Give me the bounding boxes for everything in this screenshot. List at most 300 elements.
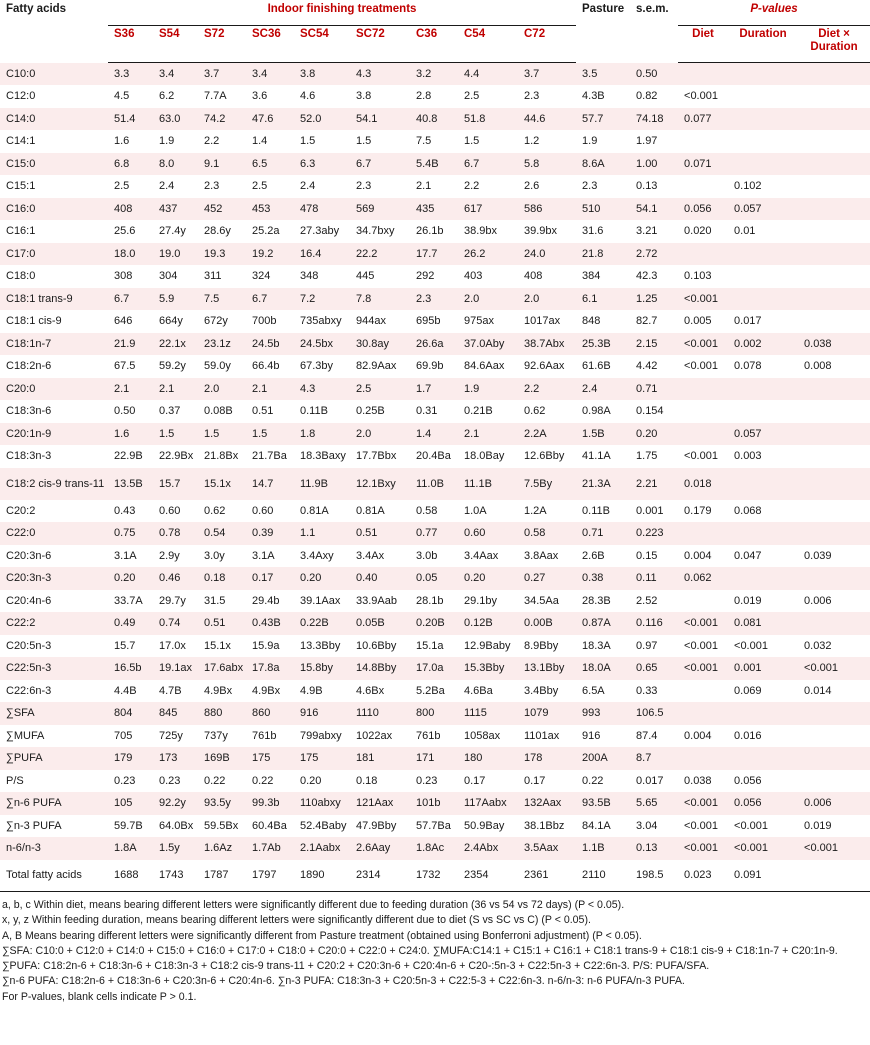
- fatty-acid-label: P/S: [6, 774, 24, 787]
- table-cell: 22.1x: [159, 337, 186, 350]
- table-row: [0, 130, 870, 153]
- table-cell: 0.154: [636, 405, 664, 418]
- table-cell: [728, 265, 798, 288]
- table-cell: 0.75: [114, 527, 136, 540]
- table-cell: 1.1: [300, 527, 316, 540]
- table-cell: 3.4: [159, 68, 175, 80]
- table-cell: 944ax: [356, 315, 386, 328]
- pvalue-col-header: Diet: [678, 26, 728, 63]
- table-cell: 700b: [252, 315, 277, 328]
- table-cell: 57.7Ba: [416, 819, 451, 832]
- table-cell: 1.5y: [159, 842, 180, 855]
- fatty-acid-label: C15:1: [6, 180, 36, 193]
- table-row: [0, 63, 870, 86]
- subheader-row: [0, 26, 870, 63]
- table-cell: 3.04: [636, 819, 658, 832]
- table-cell: 3.5Aax: [524, 842, 559, 855]
- table-cell: 0.05B: [356, 617, 385, 630]
- table-cell: [678, 130, 728, 153]
- table-cell: 3.4: [252, 68, 268, 80]
- table-cell: 0.25B: [356, 405, 385, 418]
- table-cell: 51.4: [114, 112, 136, 125]
- treatment-header: S54: [153, 26, 198, 63]
- table-cell: 0.21B: [464, 405, 493, 418]
- table-cell: 916: [300, 707, 319, 720]
- table-row: [0, 590, 870, 613]
- table-footnotes: [0, 892, 870, 1005]
- table-cell: 6.7: [252, 292, 268, 305]
- table-cell: 29.1by: [464, 594, 498, 607]
- table-cell: 26.6a: [416, 337, 444, 350]
- fatty-acid-label: C18:1n-7: [6, 337, 52, 350]
- table-cell: 3.7: [524, 68, 540, 80]
- table-cell: 0.15: [636, 549, 658, 562]
- table-cell: <0.001: [684, 360, 718, 373]
- table-cell: 3.3: [114, 68, 130, 80]
- table-cell: <0.001: [734, 819, 768, 832]
- treatment-header: S36: [108, 26, 153, 63]
- table-row: [0, 333, 870, 356]
- table-cell: 2354: [458, 860, 518, 892]
- table-cell: 180: [464, 752, 483, 765]
- table-cell: 0.017: [636, 774, 664, 787]
- fatty-acid-label: C18:1 trans-9: [6, 292, 73, 305]
- table-row: [0, 175, 870, 198]
- table-cell: 28.1b: [416, 594, 444, 607]
- table-cell: 348: [300, 270, 319, 283]
- table-cell: 4.9Bx: [204, 684, 233, 697]
- table-cell: 725y: [159, 729, 183, 742]
- table-cell: 87.4: [636, 729, 658, 742]
- table-row: [0, 860, 870, 892]
- table-row: [0, 153, 870, 176]
- table-cell: 0.00B: [524, 617, 553, 630]
- table-cell: 0.002: [734, 337, 762, 350]
- table-cell: [798, 522, 870, 545]
- table-cell: 1787: [198, 860, 246, 892]
- table-cell: 61.6B: [582, 360, 611, 373]
- table-cell: 27.4y: [159, 225, 186, 238]
- table-cell: [798, 85, 870, 108]
- table-cell: 3.6: [252, 90, 268, 103]
- fatty-acid-label: C14:1: [6, 135, 36, 148]
- table-cell: [798, 400, 870, 423]
- table-cell: <0.001: [684, 819, 718, 832]
- table-cell: 0.077: [684, 112, 712, 125]
- fatty-acid-label: ∑n-6 PUFA: [6, 797, 62, 810]
- table-cell: [678, 175, 728, 198]
- table-row: [0, 265, 870, 288]
- table-cell: 408: [524, 270, 543, 283]
- table-cell: [798, 153, 870, 176]
- table-body: [0, 63, 870, 892]
- table-cell: 2.72: [636, 247, 658, 260]
- table-cell: 1.5: [464, 135, 480, 148]
- table-cell: 664y: [159, 315, 183, 328]
- table-cell: [728, 702, 798, 725]
- table-cell: 1.4: [416, 427, 432, 440]
- table-cell: 52.4Baby: [300, 819, 347, 832]
- table-cell: 11.1B: [464, 477, 492, 490]
- table-cell: 761b: [252, 729, 277, 742]
- table-cell: 0.22B: [300, 617, 329, 630]
- table-cell: 510: [582, 202, 601, 215]
- table-cell: [798, 860, 870, 892]
- table-cell: 6.3: [300, 157, 316, 170]
- table-cell: 0.38: [582, 572, 604, 585]
- table-cell: [678, 423, 728, 446]
- table-cell: 9.1: [204, 157, 220, 170]
- table-cell: 0.40: [356, 572, 378, 585]
- table-cell: 198.5: [630, 860, 678, 892]
- table-cell: 0.003: [734, 450, 762, 463]
- table-cell: 13.5B: [114, 477, 143, 490]
- fatty-acid-label: C15:0: [6, 157, 36, 170]
- table-cell: 82.9Aax: [356, 360, 397, 373]
- pvalue-col-header: Duration: [728, 26, 798, 63]
- table-cell: 311: [204, 270, 222, 283]
- table-cell: 0.17: [524, 774, 546, 787]
- table-cell: [798, 378, 870, 401]
- table-cell: 1058ax: [464, 729, 501, 742]
- table-cell: 0.20: [636, 427, 658, 440]
- table-cell: [728, 85, 798, 108]
- table-cell: 0.23: [114, 774, 136, 787]
- table-cell: 304: [159, 270, 178, 283]
- table-cell: 67.5: [114, 360, 136, 373]
- table-cell: 7.2: [300, 292, 316, 305]
- table-cell: 54.1: [636, 202, 658, 215]
- table-cell: 1890: [294, 860, 350, 892]
- table-cell: 2.9y: [159, 549, 180, 562]
- table-cell: 64.0Bx: [159, 819, 194, 832]
- table-cell: 2.1: [252, 382, 268, 395]
- table-cell: 860: [252, 707, 271, 720]
- table-cell: 74.18: [636, 112, 664, 125]
- table-cell: [798, 265, 870, 288]
- table-cell: 4.6Ba: [464, 684, 493, 697]
- table-cell: 0.50: [636, 67, 658, 80]
- table-cell: 3.4Axy: [300, 549, 334, 562]
- table-cell: 21.3A: [582, 477, 611, 490]
- table-row: [0, 770, 870, 793]
- table-cell: 735abxy: [300, 315, 342, 328]
- table-cell: 0.11: [636, 572, 657, 585]
- table-cell: 646: [114, 315, 133, 328]
- table-cell: [678, 378, 728, 401]
- table-cell: 0.062: [684, 572, 712, 585]
- table-cell: 2.3: [356, 180, 372, 193]
- table-cell: 18.3Baxy: [300, 450, 346, 463]
- table-cell: 84.6Aax: [464, 360, 505, 373]
- table-row: [0, 108, 870, 131]
- table-cell: 84.1A: [582, 819, 611, 832]
- table-cell: 1.1B: [582, 842, 605, 855]
- table-cell: 1743: [153, 860, 198, 892]
- table-row: [0, 500, 870, 523]
- table-cell: 0.102: [734, 180, 762, 193]
- table-cell: 408: [114, 202, 133, 215]
- table-cell: 21.8: [582, 247, 604, 260]
- table-cell: 63.0: [159, 112, 181, 125]
- table-row: [0, 815, 870, 838]
- table-cell: 2.5: [252, 180, 268, 193]
- fatty-acid-label: ∑MUFA: [6, 729, 45, 742]
- table-cell: 1115: [464, 707, 487, 720]
- table-cell: 0.091: [728, 860, 798, 892]
- table-cell: 0.60: [252, 504, 274, 517]
- table-cell: [678, 590, 728, 613]
- table-cell: 0.51: [204, 617, 226, 630]
- fatty-acid-label: n-6/n-3: [6, 842, 41, 855]
- table-cell: 121Aax: [356, 797, 394, 810]
- table-cell: 33.9Aab: [356, 594, 397, 607]
- table-cell: 7.8: [356, 292, 372, 305]
- table-row: [0, 657, 870, 680]
- table-cell: 39.1Aax: [300, 594, 341, 607]
- table-cell: 132Aax: [524, 797, 562, 810]
- table-cell: 8.0: [159, 157, 175, 170]
- table-cell: 21.8Bx: [204, 450, 239, 463]
- table-cell: [798, 567, 870, 590]
- table-cell: <0.001: [684, 450, 718, 463]
- table-cell: 47.6: [252, 112, 274, 125]
- table-cell: 2.0: [524, 292, 540, 305]
- table-cell: 18.0: [114, 247, 136, 260]
- table-cell: 19.1ax: [159, 662, 193, 675]
- table-cell: 0.31: [416, 405, 438, 418]
- table-cell: [678, 243, 728, 266]
- table-cell: 40.8: [416, 112, 438, 125]
- table-cell: [798, 175, 870, 198]
- table-cell: 33.7A: [114, 594, 143, 607]
- table-cell: 2.0: [204, 382, 220, 395]
- table-cell: 18.0Bay: [464, 450, 505, 463]
- table-cell: 4.3: [300, 382, 316, 395]
- table-cell: 0.27: [524, 572, 546, 585]
- table-cell: [728, 108, 798, 131]
- table-cell: 800: [416, 707, 435, 720]
- fatty-acid-label: C20:4n-6: [6, 594, 52, 607]
- footnote: x, y, z Within feeding duration, means bearing different letters were significantly different due to diet (S vs SC vs C) (P < 0.05).: [2, 914, 591, 927]
- table-cell: 0.20: [464, 572, 486, 585]
- table-cell: 30.8ay: [356, 337, 390, 350]
- table-cell: 0.60: [159, 504, 181, 517]
- table-cell: 2.4: [159, 180, 175, 193]
- table-cell: 1.6: [114, 427, 130, 440]
- table-cell: 2.1Aabx: [300, 842, 341, 855]
- table-cell: 17.7Bbx: [356, 450, 397, 463]
- table-cell: <0.001: [684, 662, 718, 675]
- table-cell: 0.006: [804, 797, 832, 810]
- table-row: [0, 747, 870, 770]
- table-cell: 51.8: [464, 112, 486, 125]
- table-cell: 66.4b: [252, 360, 280, 373]
- fatty-acid-label: ∑n-3 PUFA: [6, 819, 62, 832]
- table-cell: <0.001: [684, 639, 718, 652]
- table-cell: [728, 378, 798, 401]
- table-cell: 34.7bxy: [356, 225, 395, 238]
- table-row: [0, 468, 870, 500]
- table-cell: 178: [524, 752, 543, 765]
- table-cell: 7.5: [416, 135, 432, 148]
- table-cell: 15.7: [159, 477, 181, 490]
- table-cell: 0.081: [734, 617, 762, 630]
- fatty-acid-label: ∑PUFA: [6, 752, 43, 765]
- table-cell: [798, 198, 870, 221]
- table-cell: 28.3B: [582, 594, 611, 607]
- table-cell: 3.7: [204, 68, 220, 80]
- fatty-acid-label: C16:0: [6, 202, 36, 215]
- table-cell: 0.008: [804, 360, 832, 373]
- table-cell: 31.6: [582, 225, 604, 238]
- table-cell: 695b: [416, 315, 441, 328]
- pvalues-header: P-values: [678, 0, 870, 26]
- table-cell: 82.7: [636, 315, 658, 328]
- fatty-acid-label: Total fatty acids: [0, 860, 108, 892]
- table-cell: 6.7: [464, 157, 480, 170]
- table-cell: 169B: [204, 752, 230, 765]
- table-cell: 0.22: [204, 774, 226, 787]
- table-cell: 0.18: [356, 774, 378, 787]
- table-cell: 7.5By: [524, 477, 553, 490]
- table-cell: 0.078: [734, 360, 762, 373]
- table-cell: 17.8a: [252, 662, 280, 675]
- table-cell: 0.50: [114, 405, 136, 418]
- table-cell: 1.0A: [464, 504, 487, 517]
- table-cell: 0.023: [678, 860, 728, 892]
- table-cell: 672y: [204, 315, 228, 328]
- table-cell: 2.3: [204, 180, 220, 193]
- table-cell: 2.0: [356, 427, 372, 440]
- table-cell: [728, 130, 798, 153]
- table-cell: 2.4: [300, 180, 316, 193]
- table-cell: 1110: [356, 707, 379, 720]
- table-cell: 200A: [582, 752, 608, 765]
- table-cell: [728, 468, 798, 500]
- table-cell: 0.58: [524, 527, 546, 540]
- table-cell: <0.001: [804, 842, 838, 855]
- table-cell: 1101ax: [524, 729, 560, 742]
- table-cell: 0.37: [159, 405, 181, 418]
- table-cell: [798, 423, 870, 446]
- table-cell: 3.1A: [252, 549, 275, 562]
- table-cell: 0.81A: [356, 504, 385, 517]
- table-cell: 0.18: [204, 572, 226, 585]
- table-cell: 1.97: [636, 135, 658, 148]
- table-cell: 452: [204, 202, 223, 215]
- table-cell: [798, 310, 870, 333]
- table-cell: 0.43B: [252, 617, 281, 630]
- table-cell: 3.0b: [416, 549, 438, 562]
- table-cell: 3.2: [416, 68, 432, 80]
- table-cell: [798, 130, 870, 153]
- table-row: [0, 635, 870, 658]
- table-cell: 0.004: [684, 549, 712, 562]
- table-cell: 2.2: [464, 180, 480, 193]
- table-cell: 4.9Bx: [252, 684, 281, 697]
- table-cell: 0.001: [734, 662, 762, 675]
- table-cell: 105: [114, 797, 133, 810]
- table-cell: 3.0y: [204, 549, 225, 562]
- table-cell: 59.2y: [159, 360, 186, 373]
- footnote: For P-values, blank cells indicate P > 0.1.: [2, 990, 197, 1003]
- table-cell: 92.2y: [159, 797, 186, 810]
- table-cell: 13.1Bby: [524, 662, 565, 675]
- table-cell: 453: [252, 202, 271, 215]
- table-cell: 0.77: [416, 527, 438, 540]
- treatment-header: C54: [458, 26, 518, 63]
- table-cell: 2.5: [356, 382, 372, 395]
- treatment-header: C72: [518, 26, 576, 63]
- table-cell: 0.54: [204, 527, 226, 540]
- table-cell: 1.8A: [114, 842, 137, 855]
- table-cell: 5.4B: [416, 157, 439, 170]
- table-cell: 12.9Baby: [464, 639, 511, 652]
- table-cell: 4.3B: [582, 90, 605, 103]
- table-cell: 1.5: [159, 427, 175, 440]
- table-cell: 59.0y: [204, 360, 231, 373]
- table-cell: 761b: [416, 729, 441, 742]
- table-cell: 0.20B: [416, 617, 445, 630]
- table-cell: 1732: [410, 860, 458, 892]
- table-cell: 69.9b: [416, 360, 444, 373]
- table-cell: <0.001: [684, 337, 718, 350]
- table-row: [0, 355, 870, 378]
- table-cell: 2.4Abx: [464, 842, 499, 855]
- table-cell: 445: [356, 270, 375, 283]
- table-cell: 92.6Aax: [524, 360, 565, 373]
- table-cell: 2.3: [416, 292, 432, 305]
- table-cell: 403: [464, 270, 483, 283]
- indoor-treatments-header: Indoor finishing treatments: [108, 0, 576, 26]
- fatty-acid-label: C14:0: [6, 112, 36, 125]
- table-cell: <0.001: [734, 639, 768, 652]
- table-cell: 308: [114, 270, 133, 283]
- fatty-acid-label: C22:6n-3: [6, 684, 52, 697]
- table-cell: 15.1x: [204, 477, 231, 490]
- table-cell: 17.7: [416, 247, 438, 260]
- table-cell: 0.019: [804, 819, 832, 832]
- table-row: [0, 612, 870, 635]
- table-cell: [728, 63, 798, 86]
- table-cell: <0.001: [734, 842, 768, 855]
- table-cell: 0.006: [804, 594, 832, 607]
- table-cell: 8.6A: [582, 157, 605, 170]
- table-cell: 4.42: [636, 360, 658, 373]
- table-row: [0, 198, 870, 221]
- table-cell: 3.5: [582, 67, 598, 80]
- table-cell: 31.5: [204, 594, 226, 607]
- table-cell: 0.11B: [300, 405, 328, 418]
- table-cell: 25.6: [114, 225, 136, 238]
- table-cell: 6.5A: [582, 684, 605, 697]
- table-cell: 21.7Ba: [252, 450, 287, 463]
- table-cell: 4.4: [464, 68, 480, 80]
- treatment-header: S72: [198, 26, 246, 63]
- table-cell: 0.87A: [582, 617, 611, 630]
- table-row: [0, 702, 870, 725]
- table-cell: 34.5Aa: [524, 594, 559, 607]
- footnote: A, B Means bearing different letters were significantly different from Pasture treatment (obtained using Bonferroni adjustment) (P < 0.05).: [2, 929, 642, 942]
- table-row: [0, 567, 870, 590]
- table-cell: 1.8: [300, 427, 316, 440]
- table-cell: <0.001: [684, 842, 718, 855]
- table-cell: 2110: [576, 860, 630, 892]
- table-cell: 4.3: [356, 68, 372, 80]
- fatty-acid-label: C18:0: [6, 270, 36, 283]
- table-cell: 0.069: [734, 684, 762, 697]
